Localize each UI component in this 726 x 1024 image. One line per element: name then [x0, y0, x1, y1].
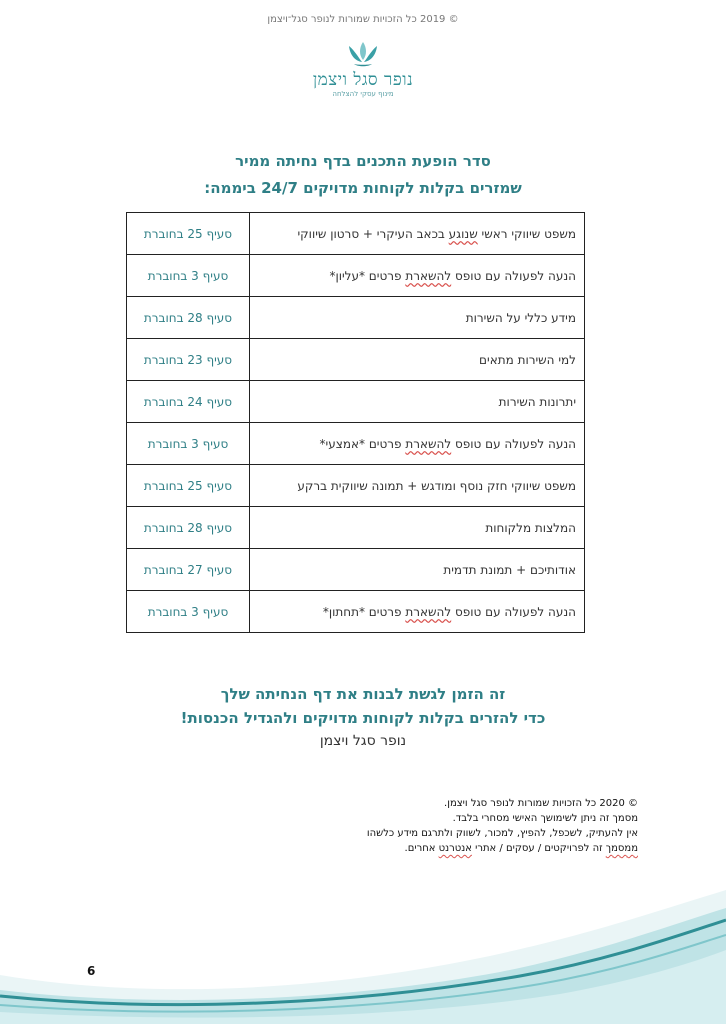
row-description-text: הנעה לפעולה עם טופס [451, 436, 576, 451]
legal-line4 [367, 841, 638, 856]
row-description-rest: פרטים *עליון* [329, 268, 406, 283]
closing-signature: נופר סגל ויצמן [319, 733, 407, 749]
row-section-reference: סעיף 3 בחוברת [127, 255, 250, 297]
logo-name: נופר סגל ויצמן [312, 70, 414, 90]
row-description-flagged-word: להשארת [405, 604, 452, 619]
legal-line2: מסמך זה ניתן לשימושך האישי מסחרי בלבד. [452, 813, 638, 824]
row-description [250, 465, 585, 507]
table-row [127, 549, 585, 591]
logo [303, 40, 423, 110]
lotus-hands-icon [346, 40, 380, 70]
row-section-reference: סעיף 25 בחוברת [127, 213, 250, 255]
page-title-line2: שמזרים בקלות לקוחות מדויקים 24/7 ביממה: [204, 179, 522, 197]
table-row [127, 591, 585, 633]
row-description [250, 297, 585, 339]
table-row [127, 465, 585, 507]
top-copyright: © 2019 כל הזכויות שמורות לנופר סגל־ויצמן [267, 14, 459, 25]
table-row [127, 381, 585, 423]
legal-line3: אין להעתיק, לשכפל, להפיץ, למכור, לשווק ולתרגם מידע כלשהו [366, 828, 638, 839]
row-section-reference: סעיף 3 בחוברת [127, 591, 250, 633]
table-row [127, 213, 585, 255]
row-description-text: מידע כללי על השירות [465, 310, 576, 325]
table-row [127, 507, 585, 549]
row-description-rest: פרטים *אמצעי* [319, 436, 406, 451]
legal-notice [367, 796, 638, 856]
row-description-flagged-word: להשארת [405, 436, 452, 451]
legal-line4-mid: זה לפרויקטים / עסקים / אתרי [471, 843, 606, 854]
row-description [250, 381, 585, 423]
footer-wave-decoration [0, 880, 726, 1024]
table-row [127, 423, 585, 465]
row-description-flagged-word: להשארת [405, 268, 452, 283]
content-order-table [126, 212, 585, 633]
table-row [127, 339, 585, 381]
table-row [127, 255, 585, 297]
row-description-text: אודותיכם + תמונת תדמית [443, 562, 576, 577]
legal-line4-end: אחרים. [404, 843, 439, 854]
row-description-flagged-word: שנוגע [448, 226, 478, 241]
row-section-reference: סעיף 24 בחוברת [127, 381, 250, 423]
page-title-line1: סדר הופעת התכנים בדף נחיתה ממיר [235, 152, 491, 170]
row-section-reference: סעיף 3 בחוברת [127, 423, 250, 465]
row-description [250, 591, 585, 633]
row-description [250, 423, 585, 465]
closing-line1: זה הזמן לגשת לבנות את דף הנחיתה שלך [220, 685, 506, 703]
row-description [250, 549, 585, 591]
logo-tagline: מינוף עסקי להצלחה [332, 90, 394, 98]
row-description-text: משפט שיווקי חזק נוסף ומודגש + תמונה שיווקית ברקע [297, 478, 576, 493]
legal-line1: © 2020 כל הזכויות שמורות לנופר סגל ויצמן. [444, 798, 638, 809]
page-number: 6 [87, 964, 96, 978]
row-description [250, 507, 585, 549]
legal-word-internet: אנטרנט [438, 843, 472, 854]
table-row [127, 297, 585, 339]
row-section-reference: סעיף 23 בחוברת [127, 339, 250, 381]
row-section-reference: סעיף 28 בחוברת [127, 507, 250, 549]
row-description-text: המלצות מלקוחות [485, 520, 576, 535]
row-description-text: הנעה לפעולה עם טופס [451, 604, 576, 619]
row-section-reference: סעיף 27 בחוברת [127, 549, 250, 591]
row-description-text: משפט שיווקי ראשי [477, 226, 576, 241]
row-description [250, 213, 585, 255]
row-description-text: הנעה לפעולה עם טופס [451, 268, 576, 283]
row-description [250, 255, 585, 297]
row-description-rest: בכאב העיקרי + סרטון שיווקי [297, 226, 449, 241]
closing-line2: כדי להזרים בקלות לקוחות מדויקים ולהגדיל הכנסות! [180, 709, 546, 727]
legal-word-mismach: ממסמך [605, 843, 638, 854]
row-description-rest: פרטים *תחתון* [322, 604, 406, 619]
row-section-reference: סעיף 28 בחוברת [127, 297, 250, 339]
row-description [250, 339, 585, 381]
row-description-text: יתרונות השירות [498, 394, 576, 409]
row-description-text: למי השירות מתאים [479, 352, 576, 367]
row-section-reference: סעיף 25 בחוברת [127, 465, 250, 507]
